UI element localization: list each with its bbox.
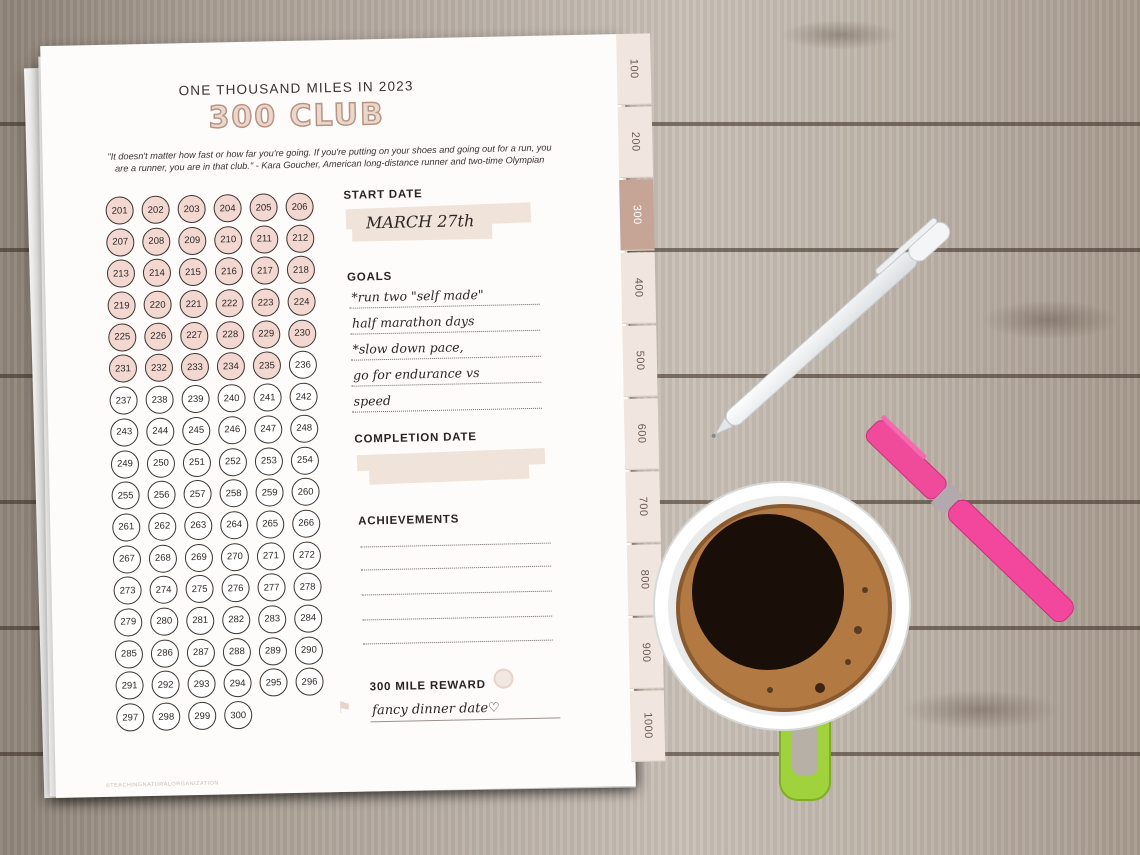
mile-circle[interactable]: 275 (185, 575, 214, 604)
mile-circle[interactable]: 208 (142, 227, 171, 256)
mile-circle[interactable]: 264 (220, 511, 249, 540)
tab-500[interactable] (622, 325, 657, 397)
mile-circle[interactable]: 260 (291, 478, 320, 507)
mile-circle[interactable]: 293 (187, 670, 216, 699)
tab-400[interactable] (621, 252, 656, 324)
mile-circle[interactable]: 246 (218, 416, 247, 445)
achievement-line (362, 591, 552, 596)
mile-circle-grid (105, 192, 332, 735)
mile-circle[interactable]: 213 (107, 260, 136, 289)
goal-line-text: go for endurance vs (352, 365, 480, 383)
mile-circle[interactable]: 212 (286, 224, 315, 253)
tab-label: 600 (635, 423, 648, 444)
mile-circle[interactable]: 225 (108, 323, 137, 352)
mile-circle[interactable]: 239 (181, 385, 210, 414)
mile-circle[interactable]: 234 (217, 352, 246, 381)
tab-300[interactable] (619, 179, 654, 251)
mile-circle[interactable]: 280 (150, 607, 179, 636)
mile-circle[interactable]: 233 (181, 353, 210, 382)
mile-circle[interactable]: 265 (256, 510, 285, 539)
tab-label: 900 (639, 642, 653, 663)
mile-circle[interactable]: 252 (219, 447, 248, 476)
achievement-line (361, 543, 551, 548)
tracker-sheet (40, 34, 654, 798)
achievement-line (361, 566, 551, 571)
quote-text: "It doesn't matter how fast or how far you're going. If you're putting on your shoes and going out for a run, you are a runner, you are in that club." - Kara Goucher, American long-distance runner and two-time Olympian (107, 142, 552, 174)
mile-circle[interactable]: 240 (217, 384, 246, 413)
goal-line (351, 382, 541, 387)
mile-circle[interactable]: 206 (285, 192, 314, 221)
tab-label: 1000 (641, 712, 654, 739)
goal-line-text: half marathon days (351, 313, 475, 331)
mile-circle[interactable]: 205 (249, 193, 278, 222)
mile-circle[interactable]: 279 (114, 608, 143, 637)
mile-circle[interactable]: 298 (152, 702, 181, 731)
mile-circle[interactable]: 257 (183, 480, 212, 509)
tab-100[interactable] (616, 33, 651, 105)
mile-circle[interactable]: 274 (149, 576, 178, 605)
wood-knot (780, 20, 900, 50)
mile-circle[interactable]: 248 (290, 414, 319, 443)
mile-circle[interactable]: 270 (221, 542, 250, 571)
mile-circle[interactable]: 250 (147, 449, 176, 478)
mile-circle[interactable]: 251 (183, 448, 212, 477)
mile-circle[interactable]: 201 (105, 196, 134, 225)
mile-circle[interactable]: 269 (185, 543, 214, 572)
goal-line-text: *run two "self made" (351, 286, 484, 305)
mile-circle[interactable]: 296 (295, 668, 324, 697)
completion-date-label: COMPLETION DATE (354, 431, 477, 446)
flag-icon: ⚑ (336, 699, 352, 718)
mile-circle[interactable]: 294 (223, 669, 252, 698)
tab-label: 400 (632, 277, 645, 298)
sheet-title: ONE THOUSAND MILES IN 2023 (178, 78, 414, 99)
mile-circle[interactable]: 226 (144, 322, 173, 351)
goal-line (350, 304, 540, 309)
mile-circle[interactable]: 232 (145, 354, 174, 383)
mile-circle[interactable]: 245 (182, 416, 211, 445)
achievements-label: ACHIEVEMENTS (358, 513, 460, 528)
mile-circle[interactable]: 263 (184, 512, 213, 541)
mile-circle[interactable]: 238 (145, 386, 174, 415)
mile-circle[interactable]: 203 (177, 195, 206, 224)
goal-line (350, 330, 540, 335)
mile-circle[interactable]: 221 (179, 290, 208, 319)
tab-label: 200 (629, 131, 642, 152)
mile-circle[interactable]: 244 (146, 417, 175, 446)
mile-circle[interactable]: 297 (116, 703, 145, 732)
mile-circle[interactable]: 286 (151, 639, 180, 668)
achievement-line (363, 640, 553, 645)
mile-circle[interactable]: 227 (180, 321, 209, 350)
reward-ribbon-icon (493, 668, 513, 688)
mile-circle[interactable]: 262 (148, 512, 177, 541)
mile-circle[interactable]: 271 (257, 542, 286, 571)
mile-circle[interactable]: 256 (147, 481, 176, 510)
mile-circle[interactable]: 277 (257, 573, 286, 602)
start-date-value: MARCH 27th (365, 211, 475, 233)
mile-circle[interactable]: 292 (151, 671, 180, 700)
mile-circle[interactable]: 290 (295, 636, 324, 665)
mile-circle[interactable]: 204 (213, 194, 242, 223)
mile-circle[interactable]: 209 (178, 226, 207, 255)
tab-label: 300 (630, 204, 644, 225)
mile-circle[interactable]: 211 (250, 225, 279, 254)
reward-label: 300 MILE REWARD (369, 678, 486, 694)
mile-circle[interactable]: 268 (149, 544, 178, 573)
mile-circle[interactable]: 272 (293, 541, 322, 570)
mile-circle[interactable]: 300 (224, 701, 253, 730)
mile-circle[interactable]: 236 (289, 351, 318, 380)
mile-circle[interactable]: 220 (143, 291, 172, 320)
reward-line (370, 717, 560, 722)
goals-label: GOALS (346, 270, 393, 284)
tab-label: 800 (638, 569, 651, 590)
mile-circle[interactable]: 285 (115, 640, 144, 669)
mile-circle[interactable]: 224 (287, 288, 316, 317)
mile-circle[interactable]: 249 (111, 450, 140, 479)
mile-circle[interactable]: 278 (293, 573, 322, 602)
mile-circle[interactable]: 230 (288, 319, 317, 348)
mile-circle[interactable]: 243 (110, 418, 139, 447)
footer-credit: ©TEACHINGNATURALORGANIZATION (105, 780, 219, 789)
mile-circle[interactable]: 217 (251, 257, 280, 286)
mile-circle[interactable]: 267 (113, 545, 142, 574)
wood-knot (900, 690, 1060, 730)
mile-circle[interactable]: 261 (112, 513, 141, 542)
goal-line-text: speed (353, 392, 392, 409)
mile-circle[interactable]: 288 (223, 638, 252, 667)
mile-circle[interactable]: 237 (109, 386, 138, 415)
tab-label: 100 (627, 58, 640, 79)
mile-circle[interactable]: 255 (111, 481, 140, 510)
mile-circle[interactable]: 247 (254, 415, 283, 444)
mile-circle[interactable]: 258 (219, 479, 248, 508)
wood-knot (980, 300, 1120, 340)
mile-circle[interactable]: 284 (294, 604, 323, 633)
mile-circle[interactable]: 254 (291, 446, 320, 475)
mile-circle[interactable]: 214 (143, 259, 172, 288)
start-date-label: START DATE (343, 188, 423, 202)
mile-circle[interactable]: 216 (215, 257, 244, 286)
goal-line (352, 408, 542, 413)
tab-200[interactable] (618, 106, 653, 178)
mile-circle[interactable]: 219 (107, 291, 136, 320)
mile-circle[interactable]: 287 (187, 638, 216, 667)
mile-circle[interactable]: 231 (109, 355, 138, 384)
mile-circle[interactable]: 202 (141, 195, 170, 224)
goal-line-text: *slow down pace, (352, 339, 464, 357)
mile-circle[interactable]: 282 (222, 606, 251, 635)
mile-circle[interactable]: 281 (186, 607, 215, 636)
mile-circle[interactable]: 291 (115, 671, 144, 700)
coffee-mug (650, 480, 920, 810)
mile-circle[interactable]: 295 (259, 668, 288, 697)
mile-circle[interactable]: 235 (253, 352, 282, 381)
mile-circle[interactable]: 215 (179, 258, 208, 287)
mile-circle[interactable]: 228 (216, 321, 245, 350)
mile-circle[interactable]: 253 (255, 447, 284, 476)
mile-circle[interactable]: 207 (106, 228, 135, 257)
mile-circle[interactable]: 218 (287, 256, 316, 285)
mile-circle[interactable]: 242 (289, 383, 318, 412)
mile-circle[interactable]: 273 (113, 576, 142, 605)
reward-value: fancy dinner date♡ (372, 700, 500, 719)
achievement-line (362, 616, 552, 621)
club-heading: 300 CLUB (208, 96, 386, 136)
tab-label: 500 (633, 350, 647, 371)
mile-circle[interactable]: 299 (188, 702, 217, 731)
tab-label: 700 (636, 496, 650, 517)
mile-circle[interactable]: 210 (214, 226, 243, 255)
mile-circle[interactable]: 266 (292, 509, 321, 538)
mile-circle[interactable]: 259 (255, 478, 284, 507)
mile-circle[interactable]: 229 (252, 320, 281, 349)
mile-circle[interactable]: 289 (259, 637, 288, 666)
mile-circle[interactable]: 283 (258, 605, 287, 634)
tab-600[interactable] (624, 398, 659, 470)
goal-line (351, 356, 541, 361)
mile-circle[interactable]: 241 (253, 383, 282, 412)
mile-circle[interactable]: 276 (221, 574, 250, 603)
mile-circle[interactable]: 222 (215, 289, 244, 318)
mile-circle[interactable]: 223 (251, 288, 280, 317)
